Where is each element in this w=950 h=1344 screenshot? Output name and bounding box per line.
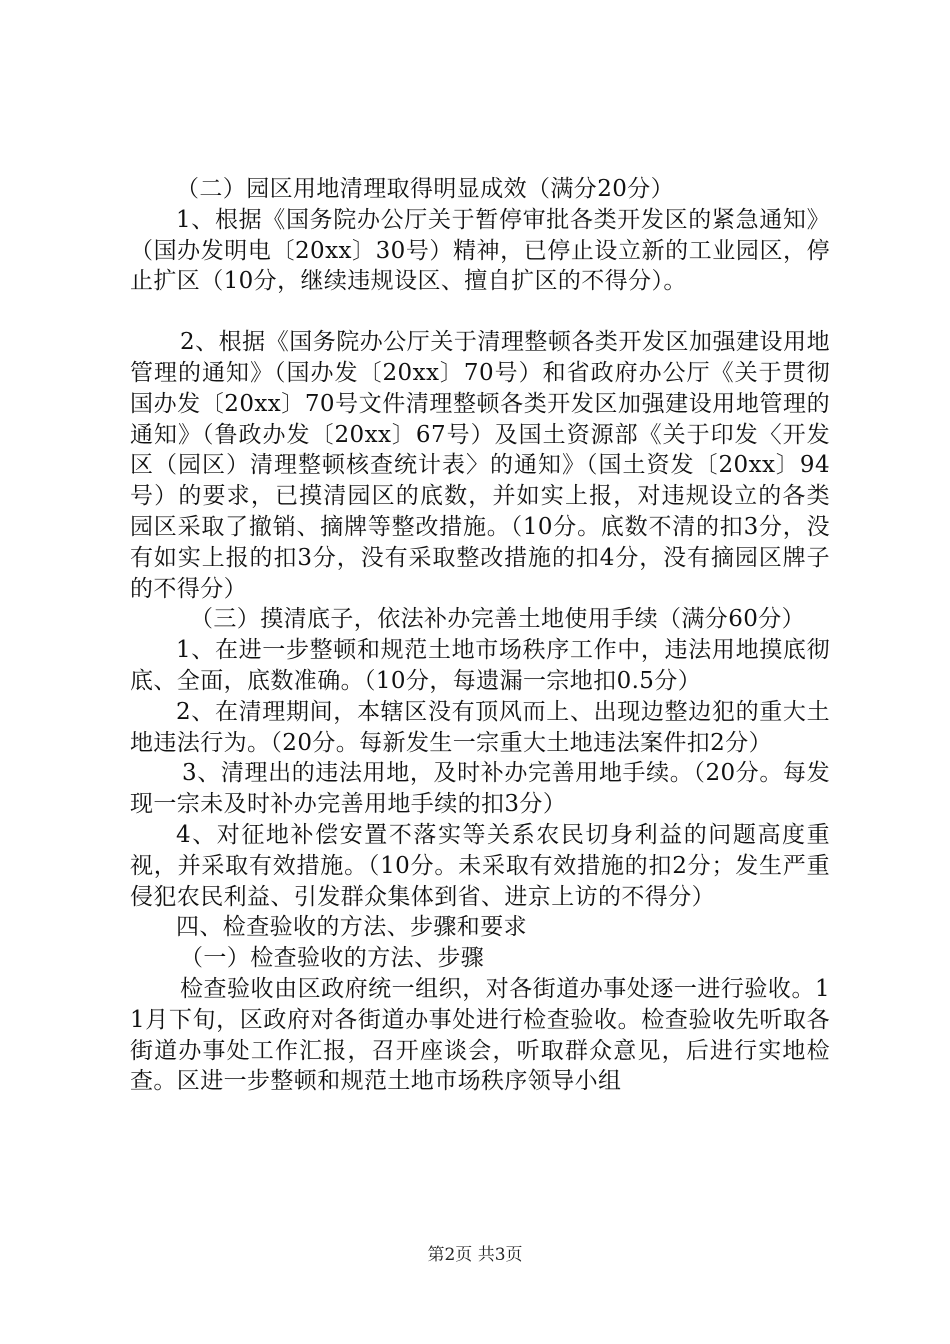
paragraph-item-3-3: 3、清理出的违法用地，及时补办完善用地手续。（20分。每发现一宗未及时补办完善用地手续的扣3分） (130, 760, 830, 818)
document-body (130, 174, 830, 1097)
paragraph-item-3-4: 4、对征地补偿安置不落实等关系农民切身利益的问题高度重视，并采取有效措施。（10分。未采取有效措施的扣2分；发生严重侵犯农民利益、引发群众集体到省、进京上访的不得分） (130, 821, 830, 910)
subsection-heading-4-1: （一）检查验收的方法、步骤 (180, 945, 485, 972)
page-footer: 第2页 共3页 (427, 1245, 523, 1265)
paragraph-item-1: 1、根据《国务院办公厅关于暂停审批各类开发区的紧急通知》（国办发明电〔20xx〕30号）精神，已停止设立新的工业园区，停止扩区（10分，继续违规设区、擅自扩区的不得分）。 (130, 206, 830, 295)
section-heading-3: （三）摸清底子，依法补办完善土地使用手续（满分60分） (190, 606, 806, 633)
paragraph-inspection: 检查验收由区政府统一组织，对各街道办事处逐一进行验收。11月下旬，区政府对各街道办事处进行检查验收。检查验收先听取各街道办事处工作汇报，召开座谈会，听取群众意见，后进行实地检查。区进一步整顿和规范土地市场秩序领导小组 (130, 975, 830, 1095)
section-heading-4: 四、检查验收的方法、步骤和要求 (176, 914, 527, 941)
section-heading-2: （二）园区用地清理取得明显成效（满分20分） (176, 176, 675, 202)
paragraph-item-3-2: 2、在清理期间，本辖区没有顶风而上、出现边整边犯的重大土地违法行为。（20分。每新发生一宗重大土地违法案件扣2分） (130, 698, 830, 756)
paragraph-item-2: 2、根据《国务院办公厅关于清理整顿各类开发区加强建设用地管理的通知》（国办发〔20xx〕70号）和省政府办公厅《关于贯彻国办发〔20xx〕70号文件清理整顿各类开发区加强建设用地管理的通知》（鲁政办发〔20xx〕67号）及国土资源部《关于印发〈开发区（园区）清理整顿核查统计表〉的通知》（国土资发〔20xx〕94号）的要求，已摸清园区的底数，并如实上报，对违规设立的各类园区采取了撤销、摘牌等整改措施。（10分。底数不清的扣3分，没有如实上报的扣3分，没有采取整改措施的扣4分，没有摘园区牌子的不得分） (130, 329, 830, 602)
paragraph-item-3-1: 1、在进一步整顿和规范土地市场秩序工作中，违法用地摸底彻底、全面，底数准确。（10分，每遗漏一宗地扣0.5分） (130, 637, 830, 694)
